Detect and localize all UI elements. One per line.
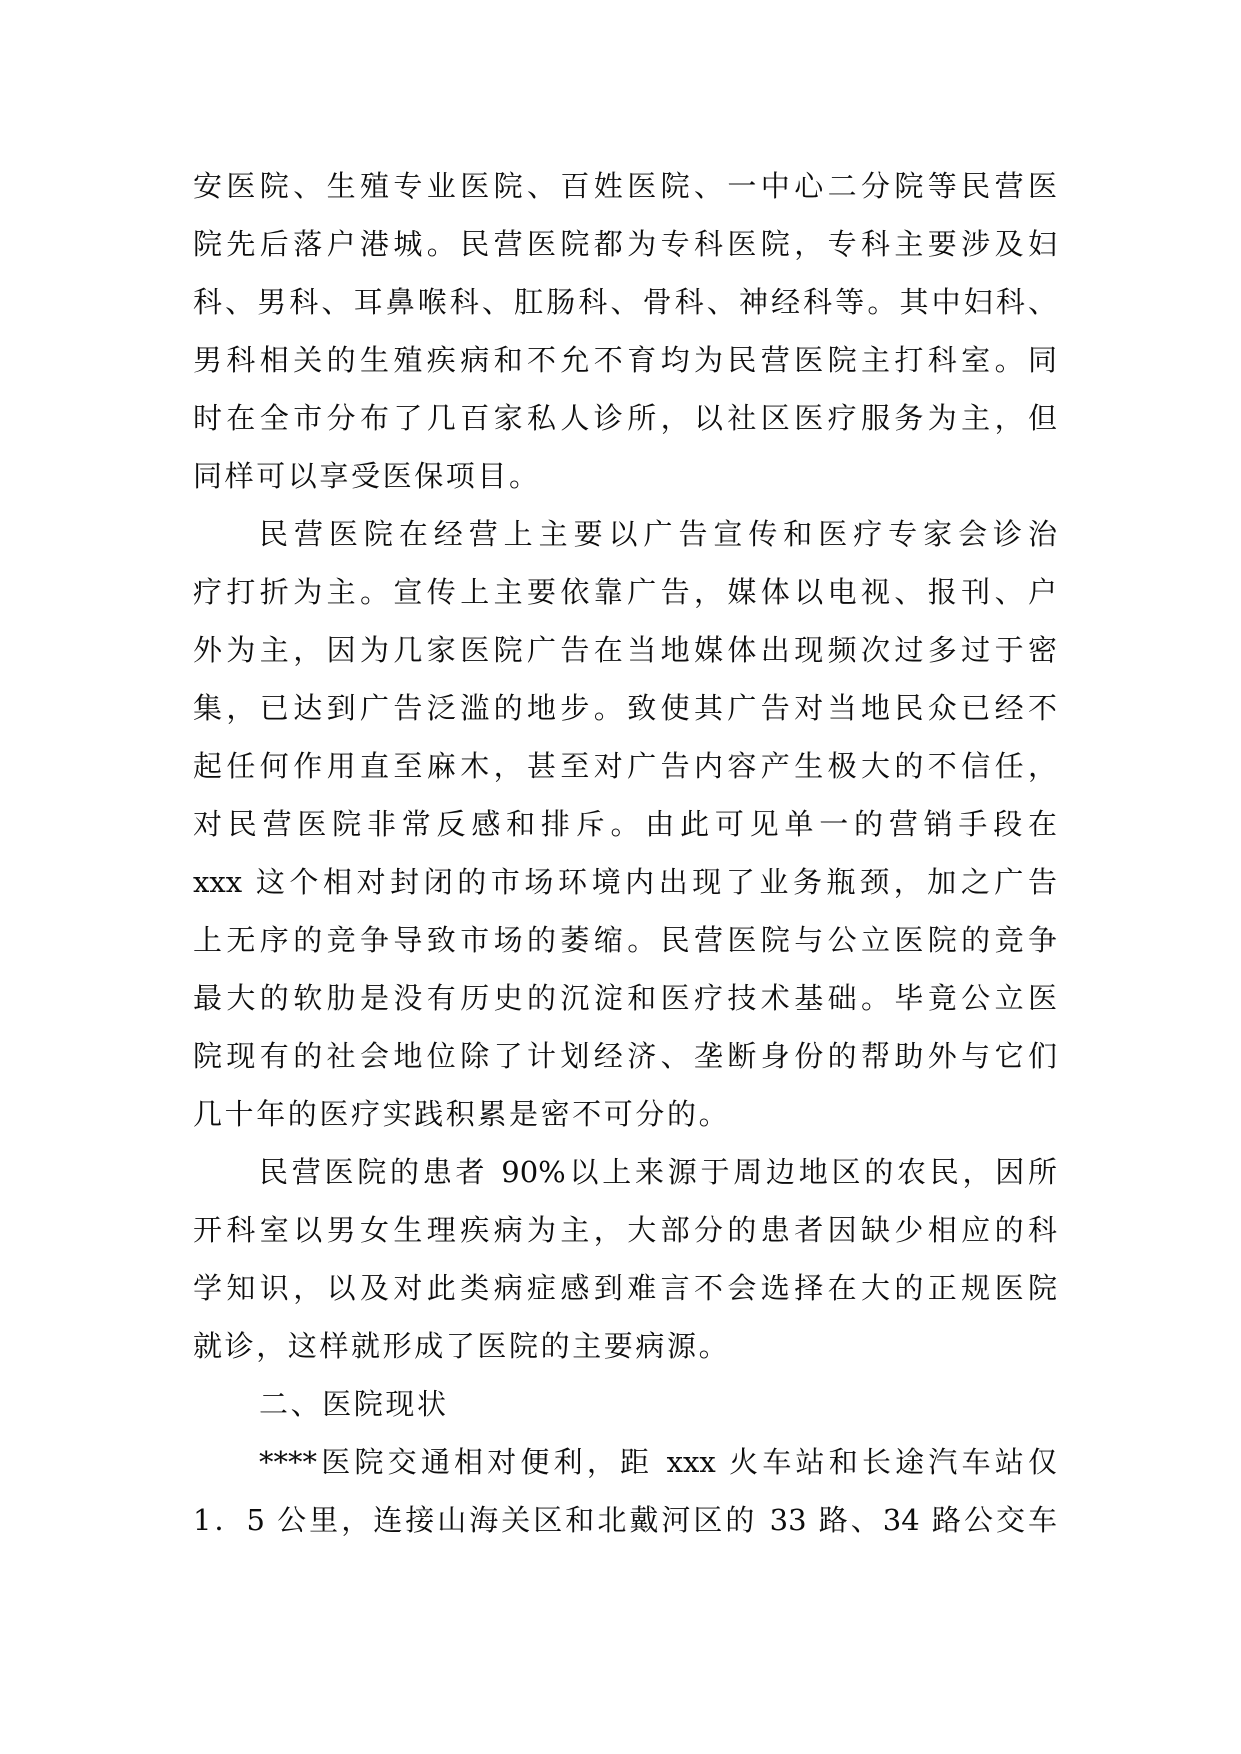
- paragraph: [193, 1433, 1057, 1549]
- paragraph: [193, 505, 1057, 1143]
- text-line: 科、男科、耳鼻喉科、肛肠科、骨科、神经科等。其中妇科、: [193, 285, 1057, 319]
- text-line: 民营医院在经营上主要以广告宣传和医疗专家会诊治: [259, 517, 1057, 551]
- text-line: 就诊，这样就形成了医院的主要病源。: [193, 1329, 731, 1363]
- text-line: 外为主，因为几家医院广告在当地媒体出现频次过多过于密: [193, 633, 1057, 667]
- text-line: 集，已达到广告泛滥的地步。致使其广告对当地民众已经不: [193, 691, 1057, 725]
- text-line: 几十年的医疗实践积累是密不可分的。: [193, 1097, 731, 1131]
- text-line: 起任何作用直至麻木，甚至对广告内容产生极大的不信任，: [193, 749, 1057, 783]
- text-line: 开科室以男女生理疾病为主，大部分的患者因缺少相应的科: [193, 1213, 1057, 1247]
- paragraph-continued: [193, 157, 1057, 505]
- section-heading: 二、医院现状: [259, 1387, 449, 1421]
- text-line: 男科相关的生殖疾病和不允不育均为民营医院主打科室。同: [193, 343, 1057, 377]
- text-line: 疗打折为主。宣传上主要依靠广告，媒体以电视、报刊、户: [193, 575, 1057, 609]
- text-line: 民营医院的患者 90%以上来源于周边地区的农民，因所: [259, 1155, 1057, 1189]
- text-line: 1．5 公里，连接山海关区和北戴河区的 33 路、34 路公交车: [193, 1503, 1057, 1537]
- section-heading-block: [193, 1375, 1057, 1433]
- document-body: [193, 157, 1057, 1549]
- text-line: 学知识，以及对此类病症感到难言不会选择在大的正规医院: [193, 1271, 1057, 1305]
- paragraph: [193, 1143, 1057, 1375]
- text-line: 院先后落户港城。民营医院都为专科医院，专科主要涉及妇: [193, 227, 1057, 261]
- text-line: ****医院交通相对便利，距 xxx 火车站和长途汽车站仅: [259, 1445, 1057, 1479]
- text-line: xxx 这个相对封闭的市场环境内出现了业务瓶颈，加之广告: [193, 865, 1057, 899]
- text-line: 最大的软肋是没有历史的沉淀和医疗技术基础。毕竟公立医: [193, 981, 1057, 1015]
- text-line: 上无序的竞争导致市场的萎缩。民营医院与公立医院的竞争: [193, 923, 1057, 957]
- text-line: 安医院、生殖专业医院、百姓医院、一中心二分院等民营医: [193, 169, 1057, 203]
- text-line: 院现有的社会地位除了计划经济、垄断身份的帮助外与它们: [193, 1039, 1057, 1073]
- text-line: 对民营医院非常反感和排斥。由此可见单一的营销手段在: [193, 807, 1057, 841]
- text-line: 同样可以享受医保项目。: [193, 459, 541, 493]
- text-line: 时在全市分布了几百家私人诊所，以社区医疗服务为主，但: [193, 401, 1057, 435]
